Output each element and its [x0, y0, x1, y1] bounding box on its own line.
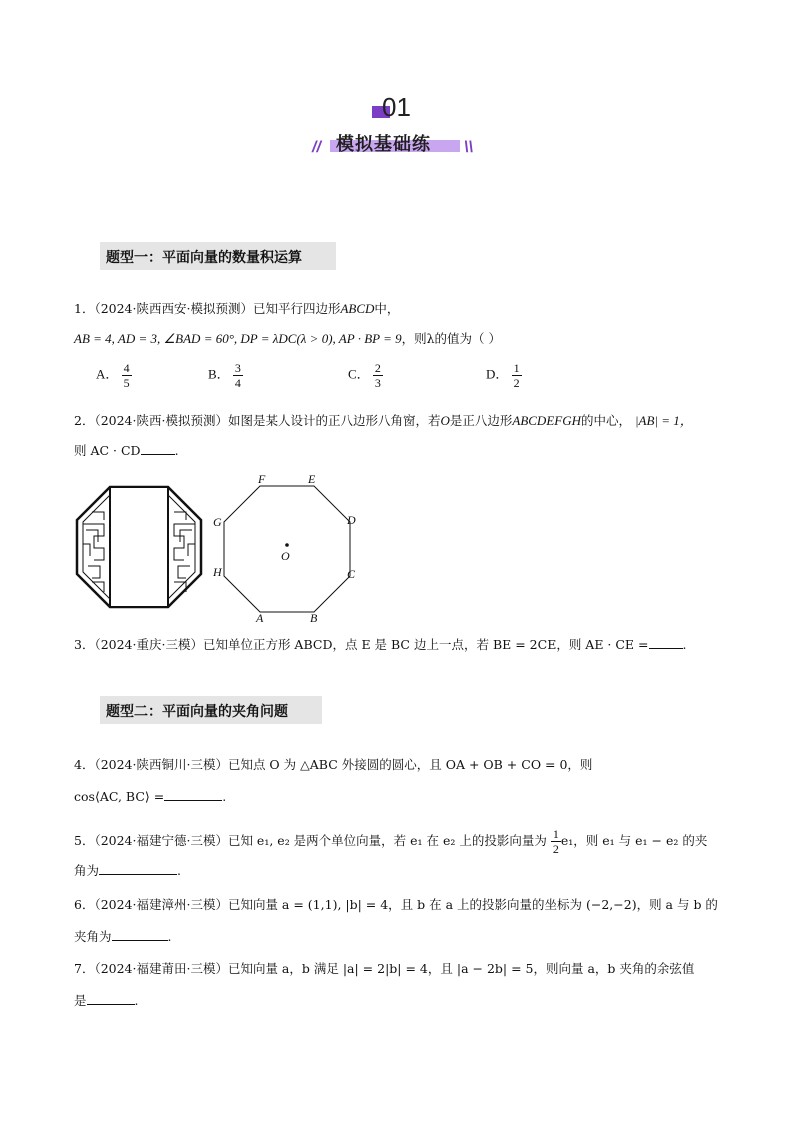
option-label: A． [96, 366, 119, 382]
question-1-line-1 [74, 300, 399, 318]
answer-blank[interactable] [164, 788, 222, 801]
section-heading-1 [100, 242, 336, 270]
q4-ask: cos⟨AC, BC⟩ = [74, 789, 165, 804]
q5-text: 5．（2024·福建宁德·三模）已知 e₁, e₂ 是两个单位向量，若 e₁ 在 e₂ 上的投影向量为 [74, 833, 547, 848]
q7-text: 7．（2024·福建莆田·三模）已知向量 a，b 满足 |a| = 2|b| = 4，且 |a − 2b| = 5，则向量 a，b 夹角的余弦值 [74, 961, 695, 976]
option-fraction: $\frac{1}{2}$ [513, 361, 520, 390]
question-4-line-1 [74, 756, 592, 774]
q6-text: 6．（2024·福建漳州·三模）已知向量 a = (1,1), |b| = 4，且 b 在 a 上的投影向量的坐标为 (−2,−2)，则 a 与 b 的 [74, 897, 718, 912]
q2-var-o: O [440, 413, 450, 428]
title-slash-right: \\ [464, 139, 473, 156]
question-2-line-2: 则 AC · CD . [74, 443, 179, 458]
option-b[interactable] [208, 362, 243, 389]
q7-ask: 是 [74, 993, 87, 1008]
octagon-window-figure [74, 484, 204, 610]
q2-ask: 则 AC · CD [74, 443, 141, 458]
q5-fraction: $\frac{1}{2}$ [552, 827, 559, 856]
vertex-h: H [213, 565, 222, 579]
vertex-f: F [258, 472, 266, 486]
option-d[interactable] [486, 362, 522, 389]
option-label: B． [208, 366, 230, 382]
vertex-e: E [308, 472, 316, 486]
page-title: 模拟基础练 [336, 134, 431, 155]
q6-ask: 夹角为 [74, 929, 112, 944]
q1-conditions: AB = 4, AD = 3, ∠BAD = 60°, DP = λDC(λ > 0), AP · BP = 9 [74, 331, 402, 346]
title-slash-left: // [312, 139, 321, 156]
option-c[interactable] [348, 362, 383, 389]
question-5-line-2: 角为 . [74, 863, 181, 878]
answer-blank[interactable] [649, 636, 683, 649]
q2-abs-ab: |AB| = 1， [634, 413, 693, 428]
option-fraction: $\frac{4}{5}$ [123, 361, 130, 390]
section-title: 题型一：平面向量的数量积运算 [106, 250, 302, 266]
vertex-o: O [281, 549, 290, 563]
q5-ask: 角为 [74, 863, 100, 878]
question-6-line-1 [74, 896, 718, 914]
option-label: C． [348, 366, 370, 382]
vertex-b: B [310, 611, 318, 624]
answer-blank[interactable] [99, 862, 177, 875]
q5-text-end: e₁，则 e₁ 与 e₁ − e₂ 的夹 [560, 833, 708, 848]
section-heading-2 [100, 696, 322, 724]
vertex-c: C [347, 567, 356, 581]
option-fraction: $\frac{2}{3}$ [374, 361, 381, 390]
question-4-line-2: cos⟨AC, BC⟩ = . [74, 789, 227, 804]
question-7-line-2: 是 . [74, 993, 139, 1008]
section-title: 题型二：平面向量的夹角问题 [106, 704, 288, 720]
question-3: 3．（2024·重庆·三模）已知单位正方形 ABCD，点 E 是 BC 边上一点，若 BE = 2CE，则 AE · CE = . [74, 637, 687, 652]
option-fraction: $\frac{3}{4}$ [234, 361, 241, 390]
question-7-line-1 [74, 960, 694, 978]
q2-text-end: 的中心， [580, 413, 631, 428]
q2-text-mid: 是正八边形 [449, 413, 513, 428]
vertex-g: G [213, 515, 222, 529]
q3-text: 3．（2024·重庆·三模）已知单位正方形 ABCD，点 E 是 BC 边上一点，若 BE = 2CE，则 AE · CE = [74, 637, 649, 652]
q4-text: 4．（2024·陕西铜川·三模）已知点 O 为 △ABC 外接圆的圆心，且 OA + OB + CO = 0，则 [74, 757, 593, 772]
q1-text-end: 中， [374, 301, 400, 316]
answer-blank[interactable] [87, 992, 135, 1005]
option-label: D． [486, 366, 509, 382]
q2-text: 2．（2024·陕西·模拟预测）如图是某人设计的正八边形八角窗，若 [74, 413, 441, 428]
option-a[interactable] [96, 362, 132, 389]
question-5-line-1 [74, 828, 707, 855]
question-1-line-2 [74, 330, 501, 348]
answer-blank[interactable] [141, 442, 175, 455]
chapter-number: 01 [382, 92, 411, 122]
question-2-line-1 [74, 412, 693, 430]
q1-var: ABCD [340, 301, 375, 316]
answer-blank[interactable] [112, 928, 168, 941]
vertex-d: D [347, 513, 356, 527]
q1-text: 1．（2024·陕西西安·模拟预测）已知平行四边形 [74, 301, 341, 316]
question-6-line-2: 夹角为 . [74, 929, 172, 944]
q1-ask: ，则λ的值为（ ） [401, 331, 502, 346]
vertex-a: A [256, 611, 264, 624]
q2-var-octagon: ABCDEFGH [512, 413, 581, 428]
octagon-diagram [208, 470, 368, 624]
